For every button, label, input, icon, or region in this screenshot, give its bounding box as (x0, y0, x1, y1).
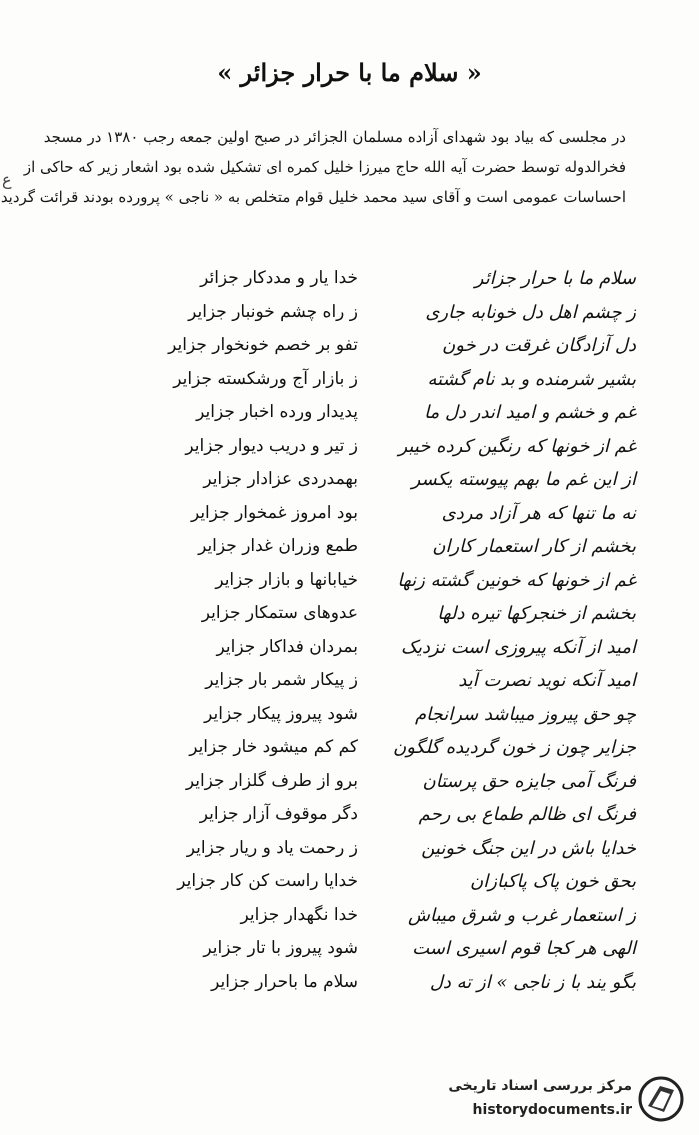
poem-line: بمردان فداکار جزایر (216, 636, 358, 657)
poem-line: ز بازار آج ورشکسته جزایر (173, 368, 358, 389)
poem-right-column (386, 262, 636, 999)
poem-line: فرنگ آمی جایزه حق پرستان (422, 770, 636, 792)
poem-line: شود پیروز پیکار جزایر (204, 703, 358, 724)
poem-line: خدایا باش در این جنگ خونین (421, 837, 636, 859)
intro-line: فخرالدوله توسط حضرت آیه الله حاج میرزا خلیل کمره ای تشکیل شده بود اشعار زیر که حاکی از (23, 158, 626, 176)
poem-line: امید آنکه نوید نصرت آید (458, 670, 636, 691)
intro-line: در مجلسی که بیاد بود شهدای آزاده مسلمان الجزائر در صبح اولین جمعه رجب ۱۳۸۰ در مسجد (43, 128, 626, 146)
poem-line: تفو بر خصم خونخوار جزایر (168, 335, 358, 355)
poem-line: ز استعمار غرب و شرق میباش (407, 904, 636, 926)
poem-line: خدایا راست کن کار جزایر (177, 871, 358, 891)
poem-line: ز پیکار شمر بار جزایر (205, 670, 358, 690)
poem-line: جزایر چون ز خون گردیده گلگون (393, 737, 636, 758)
poem-line: دل آزادگان غرقت در خون (442, 335, 636, 356)
poem-line: عدوهای ستمکار جزایر (201, 603, 358, 623)
poem-line: نه ما تنها که هر آزاد مردی (441, 502, 636, 524)
poem-line: غم از خونها که رنگین کرده خیبر (398, 435, 636, 457)
poem-line: بحق خون پاک پاکبازان (470, 871, 636, 892)
poem-line: چو حق پیروز میباشد سرانجام (414, 703, 636, 725)
intro-paragraph (0, 122, 626, 212)
poem-line: خیابانها و بازار جزایر (215, 569, 358, 590)
poem-line: شود پیروز با تار جزایر (203, 938, 358, 958)
poem-left-column (118, 262, 358, 999)
archive-logo-icon (638, 1076, 684, 1122)
poem-line: فرنگ ای ظالم طماع بی رحم (418, 804, 636, 825)
poem-line: برو از طرف گلزار جزایر (185, 770, 358, 791)
poem-line: بود امروز غمخوار جزایر (190, 502, 358, 523)
poem-line: الهی هر کجا قوم اسیری است (412, 938, 636, 959)
poem-line: خدا یار و مددکار جزائر (200, 268, 358, 288)
poem-line: غم و خشم و امید اندر دل ما (424, 402, 636, 423)
poem-line: بگو یند با ز ناجی » از ته دل (429, 971, 636, 993)
poem-line: ز تیر و دریب دیوار جزایر (185, 435, 358, 456)
poem-line: ز راه چشم خونبار جزایر (188, 301, 358, 322)
poem-line: بهمدردی عزادار جزایر (203, 469, 358, 489)
watermark-url: historydocuments.ir (472, 1102, 632, 1118)
poem-line: بخشم از کار استعمار کاران (432, 536, 636, 557)
poem-title: « سلام ما با حرار جزائر » (217, 58, 482, 87)
poem-line: خدا نگهدار جزایر (240, 904, 358, 925)
poem-line: کم کم میشود خار جزایر (189, 737, 358, 757)
watermark (418, 1072, 688, 1128)
poem-line: از این غم ما بهم پیوسته یکسر (411, 469, 636, 490)
poem-line: بشیر شرمنده و بد نام گشته (427, 368, 636, 390)
poem-line: سلام ما باحرار جزایر (211, 971, 358, 992)
poem-line: بخشم از خنجرکها تیره دلها (437, 603, 636, 624)
poem-line: سلام ما با حرار جزائر (474, 268, 636, 289)
poem-line: طمع وزران غدار جزایر (198, 536, 358, 556)
poem-line: امید از آنکه پیروزی است نزدیک (400, 636, 636, 658)
poem-line: ز چشم اهل دل خونابه جاری (425, 301, 636, 323)
poem-line: دگر موقوف آزار جزایر (199, 804, 358, 824)
poem-line: ز رحمت یاد و ریار جزایر (186, 837, 358, 858)
poem-line: پدیدار ورده اخبار جزایر (196, 402, 358, 422)
intro-line: احساسات عمومی است و آقای سید محمد خلیل قوام متخلص به « ناجی » پرورده بودند قرائت گردید (0, 188, 626, 206)
watermark-name: مرکز بررسی اسناد تاریخی (448, 1078, 632, 1094)
poem-line: غم از خونها که خونین گشته زنها (397, 569, 636, 591)
margin-mark: ع (2, 170, 12, 189)
